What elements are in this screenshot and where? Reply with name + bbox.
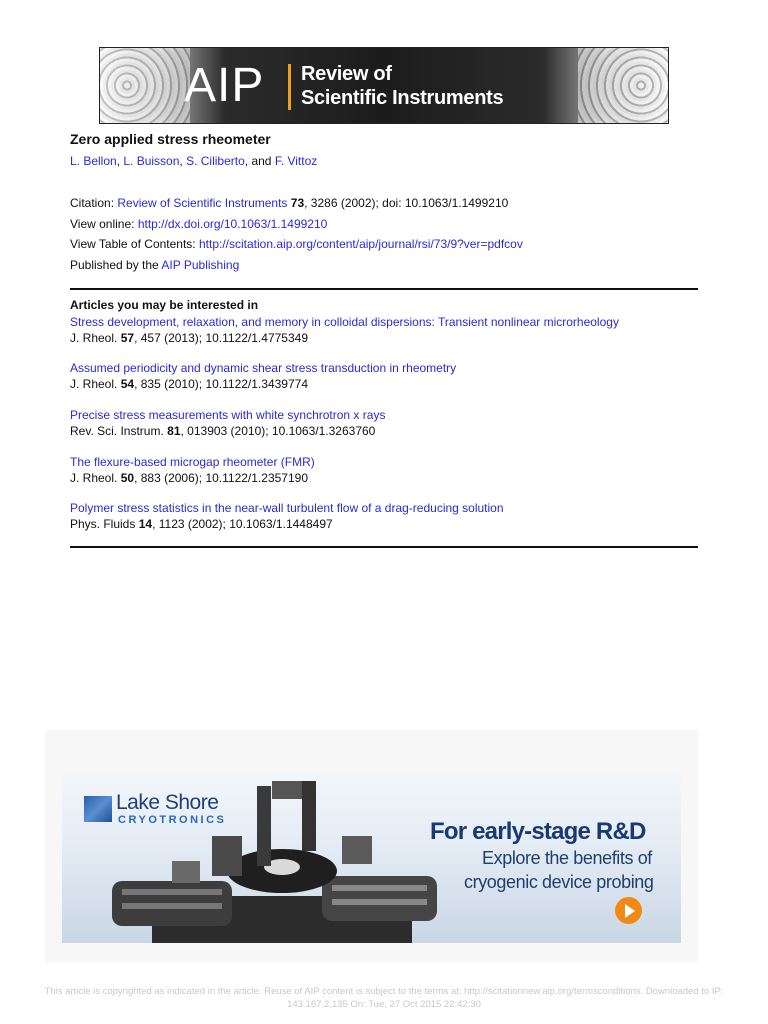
journal-name <box>301 62 503 110</box>
citation-journal-link[interactable]: Review of Scientific Instruments <box>117 196 288 210</box>
play-icon[interactable] <box>615 897 642 924</box>
author-list <box>70 154 317 168</box>
author-separator: , <box>179 154 187 168</box>
doi-link[interactable]: http://dx.doi.org/10.1063/1.1499210 <box>137 217 328 231</box>
related-article-citation <box>70 471 315 486</box>
citation-line <box>70 196 508 210</box>
related-article-citation <box>70 331 619 346</box>
aip-logo: AIP <box>184 59 265 112</box>
related-article-citation <box>70 377 456 392</box>
citation-details: , 883 (2006); 10.1122/1.2357190 <box>134 471 308 485</box>
banner-swirl-decoration <box>578 48 668 123</box>
related-article-link[interactable]: Polymer stress statistics in the near-wall turbulent flow of a drag-reducing solution <box>70 501 504 515</box>
footer-line1: This article is copyrighted as indicated in the article. Reuse of AIP content is subject to the terms at: http://scitationnew.aip.org/termsconditions. Downloaded to IP: <box>44 986 724 997</box>
footer-line2: 143.167.2.135 On: Tue, 27 Oct 2015 22:42:30 <box>287 999 481 1010</box>
related-article-citation <box>70 424 385 439</box>
citation-journal: J. Rheol. <box>70 377 121 391</box>
copyright-footer <box>0 985 768 1011</box>
publisher-link[interactable]: AIP Publishing <box>161 258 240 272</box>
author-link[interactable]: L. Buisson <box>123 154 180 168</box>
view-online-label: View online: <box>70 217 138 231</box>
ad-tagline-line1: Explore the benefits of <box>482 848 652 868</box>
related-article <box>70 361 456 392</box>
related-article-link[interactable]: Assumed periodicity and dynamic shear stress transduction in rheometry <box>70 361 457 375</box>
publisher-line <box>70 258 239 272</box>
banner-swirl-decoration <box>100 48 190 123</box>
author-separator: , and <box>244 154 275 168</box>
author-link[interactable]: F. Vittoz <box>274 154 318 168</box>
citation-journal: J. Rheol. <box>70 471 121 485</box>
related-article <box>70 501 504 532</box>
citation-journal: Phys. Fluids <box>70 517 139 531</box>
section-divider <box>70 288 698 290</box>
citation-label: Citation: <box>70 196 118 210</box>
related-article <box>70 455 315 486</box>
related-article <box>70 315 619 346</box>
article-title: Zero applied stress rheometer <box>70 131 271 147</box>
citation-journal: J. Rheol. <box>70 331 121 345</box>
related-article <box>70 408 385 439</box>
ad-headline: For early-stage R&D <box>430 818 646 845</box>
view-online-line <box>70 217 327 231</box>
journal-name-line2: Scientific Instruments <box>301 87 504 109</box>
author-link[interactable]: S. Ciliberto <box>186 154 245 168</box>
citation-volume: 57 <box>120 331 135 345</box>
toc-label: View Table of Contents: <box>70 237 199 251</box>
logo-divider <box>288 64 291 110</box>
citation-details: , 457 (2013); 10.1122/1.4775349 <box>134 331 308 345</box>
citation-volume: 81 <box>167 424 181 438</box>
citation-details: , 1123 (2002); 10.1063/1.1448497 <box>152 517 333 531</box>
citation-volume: 50 <box>120 471 135 485</box>
citation-details: , 3286 (2002); doi: 10.1063/1.1499210 <box>304 196 509 210</box>
journal-banner[interactable] <box>99 47 669 124</box>
related-article-link[interactable]: Stress development, relaxation, and memory in colloidal dispersions: Transient nonlinear microrheology <box>70 315 619 329</box>
citation-details: , 013903 (2010); 10.1063/1.3263760 <box>180 424 376 438</box>
citation-volume: 14 <box>138 517 153 531</box>
author-separator: , <box>116 154 124 168</box>
related-articles-heading: Articles you may be interested in <box>70 298 259 312</box>
related-article-link[interactable]: Precise stress measurements with white synchrotron x rays <box>70 408 386 422</box>
author-link[interactable]: L. Bellon <box>70 154 117 168</box>
lake-shore-logo-icon <box>84 796 112 822</box>
citation-volume: 54 <box>120 377 135 391</box>
section-divider <box>70 546 698 548</box>
related-article-link[interactable]: The flexure-based microgap rheometer (FMR) <box>70 455 315 469</box>
publisher-label: Published by the <box>70 258 162 272</box>
citation-details: , 835 (2010); 10.1122/1.3439774 <box>134 377 308 391</box>
related-article-citation <box>70 517 504 532</box>
ad-brand-name: Lake Shore <box>116 791 219 814</box>
advertisement-banner[interactable] <box>62 771 681 943</box>
citation-journal: Rev. Sci. Instrum. <box>70 424 168 438</box>
citation-volume: 73 <box>290 196 305 210</box>
journal-name-line1: Review of <box>301 63 392 85</box>
toc-link[interactable]: http://scitation.aip.org/content/aip/journal/rsi/73/9?ver=pdfcov <box>198 237 523 251</box>
ad-tagline-line2: cryogenic device probing <box>464 872 654 892</box>
toc-line <box>70 237 523 251</box>
ad-brand-subtitle: CRYOTRONICS <box>118 814 227 826</box>
